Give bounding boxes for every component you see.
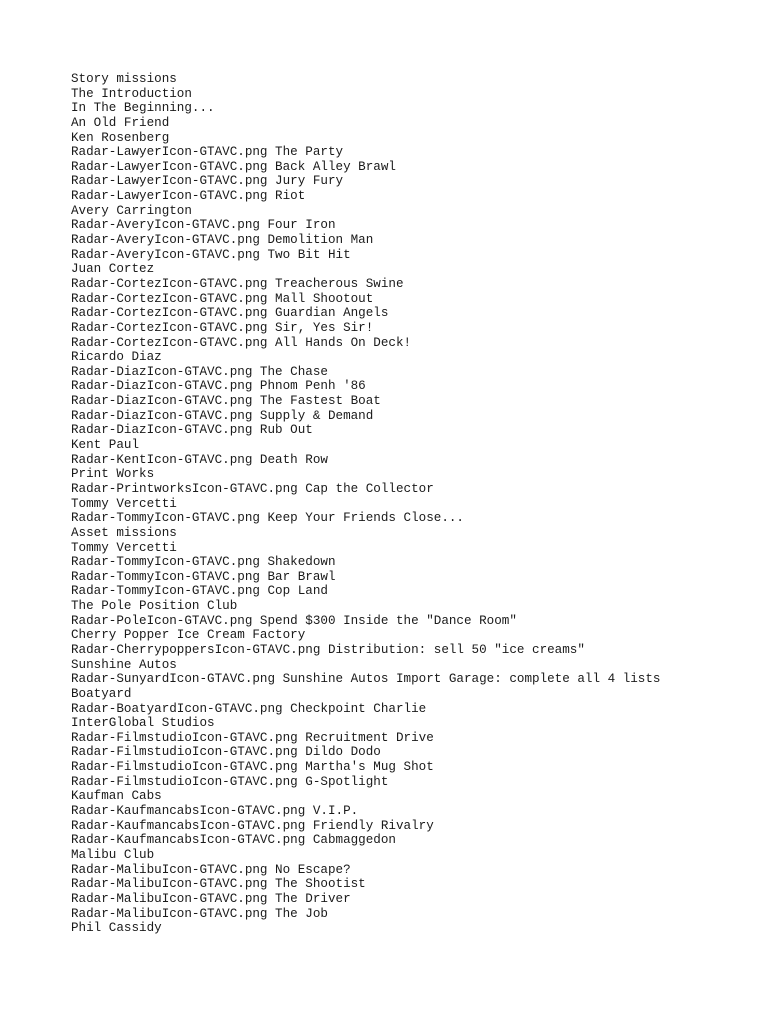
- text-line: Radar-TommyIcon-GTAVC.png Shakedown: [71, 555, 336, 570]
- text-line: Radar-MalibuIcon-GTAVC.png No Escape?: [71, 862, 351, 877]
- text-line: Story missions: [71, 72, 177, 86]
- text-line: Malibu Club: [71, 847, 155, 862]
- text-line: Radar-AveryIcon-GTAVC.png Two Bit Hit: [71, 247, 351, 262]
- text-line: Radar-LawyerIcon-GTAVC.png Back Alley Brawl: [71, 159, 396, 174]
- text-line: InterGlobal Studios: [71, 716, 215, 731]
- text-line: Phil Cassidy: [71, 921, 162, 936]
- text-line: Ricardo Diaz: [71, 350, 162, 365]
- text-line: Radar-DiazIcon-GTAVC.png Phnom Penh '86: [71, 379, 366, 394]
- text-line: Radar-CortezIcon-GTAVC.png Sir, Yes Sir!: [71, 320, 374, 335]
- text-line: Radar-SunyardIcon-GTAVC.png Sunshine Autos Import Garage: complete all 4 lists: [71, 672, 661, 687]
- text-line: Radar-AveryIcon-GTAVC.png Four Iron: [71, 218, 336, 233]
- text-line: Radar-TommyIcon-GTAVC.png Cop Land: [71, 584, 328, 599]
- text-line: Avery Carrington: [71, 203, 192, 218]
- text-line: Radar-AveryIcon-GTAVC.png Demolition Man: [71, 233, 374, 248]
- text-line: Radar-CortezIcon-GTAVC.png All Hands On Deck!: [71, 335, 412, 350]
- text-line: Radar-CortezIcon-GTAVC.png Mall Shootout: [71, 291, 374, 306]
- text-line: Kaufman Cabs: [71, 789, 162, 804]
- text-line: Radar-FilmstudioIcon-GTAVC.png Recruitment Drive: [71, 730, 434, 745]
- text-line: Tommy Vercetti: [71, 496, 177, 511]
- text-line: Radar-LawyerIcon-GTAVC.png Riot: [71, 189, 306, 204]
- text-line: Radar-FilmstudioIcon-GTAVC.png Martha's Mug Shot: [71, 760, 434, 775]
- text-line: Radar-FilmstudioIcon-GTAVC.png Dildo Dodo: [71, 745, 381, 760]
- text-line: The Pole Position Club: [71, 599, 238, 614]
- text-line: Radar-DiazIcon-GTAVC.png Rub Out: [71, 423, 313, 438]
- text-line: Sunshine Autos: [71, 657, 177, 672]
- text-line: Radar-MalibuIcon-GTAVC.png The Job: [71, 906, 328, 921]
- text-line: Tommy Vercetti: [71, 540, 177, 555]
- text-line: Radar-LawyerIcon-GTAVC.png Jury Fury: [71, 174, 344, 189]
- text-line: Juan Cortez: [71, 262, 155, 277]
- text-line: Print Works: [71, 467, 155, 482]
- text-line: In The Beginning...: [71, 101, 215, 116]
- text-line: Kent Paul: [71, 438, 140, 453]
- text-line: Radar-DiazIcon-GTAVC.png The Chase: [71, 364, 328, 379]
- text-line: Radar-KaufmancabsIcon-GTAVC.png Cabmaggedon: [71, 833, 396, 848]
- text-line: Radar-DiazIcon-GTAVC.png Supply & Demand: [71, 408, 374, 423]
- text-line: Radar-KentIcon-GTAVC.png Death Row: [71, 452, 328, 467]
- text-line: Ken Rosenberg: [71, 130, 170, 145]
- text-line: Radar-PoleIcon-GTAVC.png Spend $300 Inside the "Dance Room": [71, 613, 517, 628]
- text-line: Radar-DiazIcon-GTAVC.png The Fastest Boat: [71, 394, 381, 409]
- text-line: The Introduction: [71, 86, 192, 101]
- text-line: Radar-MalibuIcon-GTAVC.png The Driver: [71, 891, 351, 906]
- text-line: Radar-PrintworksIcon-GTAVC.png Cap the Collector: [71, 481, 434, 496]
- text-line: Radar-TommyIcon-GTAVC.png Keep Your Friends Close...: [71, 511, 464, 526]
- text-line: Boatyard: [71, 686, 132, 701]
- text-line: An Old Friend: [71, 115, 170, 130]
- text-line: Radar-LawyerIcon-GTAVC.png The Party: [71, 145, 344, 160]
- text-line: Cherry Popper Ice Cream Factory: [71, 628, 306, 643]
- text-line: Asset missions: [71, 525, 177, 540]
- text-line: Radar-TommyIcon-GTAVC.png Bar Brawl: [71, 569, 336, 584]
- document-page: [71, 72, 751, 936]
- text-line: Radar-CortezIcon-GTAVC.png Treacherous Swine: [71, 276, 404, 291]
- text-line: Radar-CortezIcon-GTAVC.png Guardian Angels: [71, 306, 389, 321]
- text-line: Radar-MalibuIcon-GTAVC.png The Shootist: [71, 877, 366, 892]
- text-line: Radar-KaufmancabsIcon-GTAVC.png V.I.P.: [71, 804, 359, 819]
- text-line: Radar-FilmstudioIcon-GTAVC.png G-Spotlight: [71, 774, 389, 789]
- text-line: Radar-CherrypoppersIcon-GTAVC.png Distribution: sell 50 "ice creams": [71, 642, 585, 657]
- text-line: Radar-KaufmancabsIcon-GTAVC.png Friendly Rivalry: [71, 818, 434, 833]
- text-line: Radar-BoatyardIcon-GTAVC.png Checkpoint Charlie: [71, 701, 427, 716]
